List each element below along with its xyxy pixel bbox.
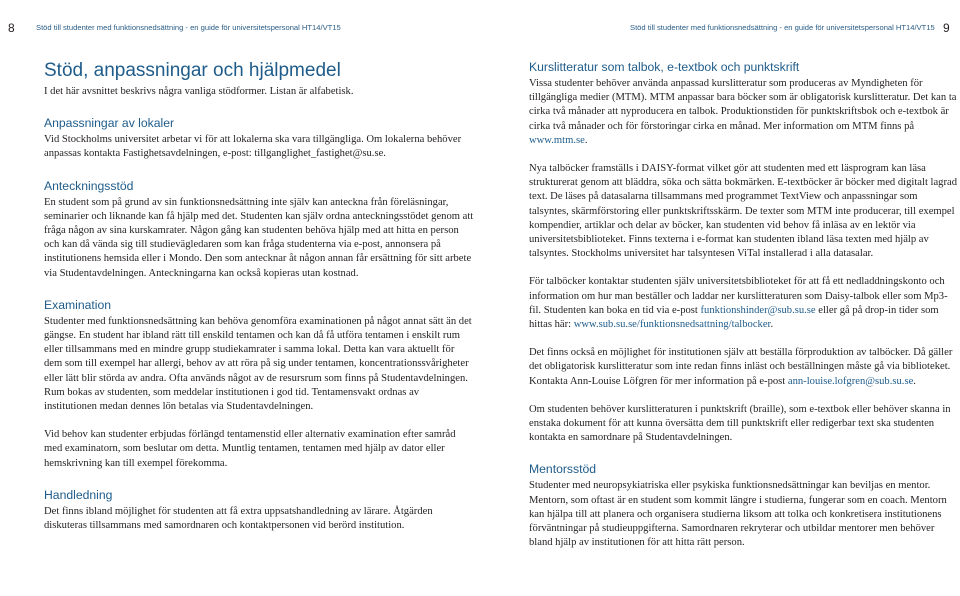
- page-number-right: 9: [943, 21, 950, 35]
- section-text-anteckningsstod: En student som på grund av sin funktionsnedsättning inte själv kan anteckna från föreläsningar, seminarier och liknande kan få hjälp med det. Studenten kan själv ordna anteckningsstödet genom att fråga någon av sina kurskamrater. Någon gång kan studenten behöva hjälp med att hitta en person och kan då vända sig till studievägledaren som kan fråga studenterna via e-post, annonsera på institutionens hemsida eller i Mondo. Den som antecknar åt någon annan får ersättning för sitt arbete via Studentavdelningen. Anteckningarna kan också kopieras utan kostnad.: [44, 196, 474, 279]
- running-head-right: Stöd till studenter med funktionsnedsättning - en guide för universitetspersonal HT14/VT15: [630, 23, 935, 32]
- section-heading-examination: Examination: [44, 297, 112, 312]
- talbocker-link[interactable]: www.sub.su.se/funktionsnedsattning/talbocker: [573, 319, 771, 331]
- page-title: Stöd, anpassningar och hjälpmedel: [44, 60, 341, 81]
- kurslitteratur-paragraph-3: För talböcker kontaktar studenten själv universitetsbiblioteket för att få ett nedladdningskonto och information om hur man beställer och laddar ner kurslitteraturen som Daisy-talbok eller som Mp3-fil. Studenten kan boka en tid via e-post funktionshinder@sub.su.se eller gå på drop-in tider som hittas här: www.sub.su.se/funktionsnedsattning/talbocker.: [529, 276, 948, 331]
- kurslitteratur-paragraph-5: Om studenten behöver kurslitteraturen i punktskrift (braille), som e-textbok eller behöver skanna in enstaka dokument för att kunna översätta dem till punktskrift eller redigerbar text ska studenten kontakta en samordnare på Studentavdelningen.: [529, 403, 951, 444]
- ann-louise-email-link[interactable]: ann-louise.lofgren@sub.su.se: [787, 375, 914, 387]
- kurslitteratur-paragraph-1: Vissa studenter behöver använda anpassad kurslitteratur som produceras av Myndigheten för tillgängliga medier (MTM). MTM anpassar bara böcker som är obligatorisk kurslitteratur. Det kan ta cirka två månader att nyproducera en talbok. Produktionstiden för punktskriftsbok och e-textbok är cirka två månader och för förstoringar cirka en månad. Mer information om MTM finns på www.mtm.se.: [529, 78, 957, 146]
- left-column: [44, 60, 474, 533]
- intro-paragraph: I det här avsnittet beskrivs några vanliga stödformer. Listan är alfabetisk.: [44, 86, 354, 97]
- right-column: [529, 60, 959, 550]
- section-text-lokaler: Vid Stockholms universitet arbetar vi för att lokalerna ska vara tillgängliga. Om lokalerna behöver anpassas kontakta Fastighetsavdelningen, e-post: tillganglighet_fastighet@su.se.: [44, 134, 462, 160]
- section-heading-mentorsstod: Mentorsstöd: [529, 462, 597, 477]
- section-text-examination-1: Studenter med funktionsnedsättning kan behöva genomföra examinationen på något annat sätt än det gängse. En student har ibland rätt till enskild tentamen och kan då få utföra tentamen i enskilt rum eller tillsammans med en mindre grupp studiekamrater i samma lokal. Detta kan vara aktuellt för dem som till exempel har allergi, behov av att röra på sig under tentamen, koncentrationssvårigheter eller lätt blir störda av andra. Ofta används något av de resursrum som finns på Studentavdelningen. Rum bokas av studenten, som meddelar institutionen i god tid. Tentamensvakt ordnas av institutionen medan dennes lön betalas via Studentavdelningen.: [44, 315, 472, 413]
- section-text-mentorsstod: Studenter med neuropsykiatriska eller psykiska funktionsnedsättningar kan beviljas en mentor. Mentorn, som oftast är en student som kommit längre i studierna, fungerar som en coach. Mentorn kan hjälpa till att planera och organisera studierna liksom att tolka och konkretisera institutionens förväntningar på studieuppgifterna. Samordnaren rekryterar och utbildar mentorer men behöver bland hjälp av institutionen för att hitta rätt person.: [529, 480, 947, 549]
- page-number-left: 8: [8, 21, 15, 35]
- mtm-link[interactable]: www.mtm.se: [529, 134, 585, 146]
- section-text-examination-2: Vid behov kan studenter erbjudas förlängd tentamenstid eller alternativ examination efter samråd med examinatorn, som beslutar om detta. Muntlig tentamen, tentamen med hjälp av dator eller hemskrivning kan till exempel förekomma.: [44, 429, 456, 469]
- kurslitteratur-paragraph-2: Nya talböcker framställs i DAISY-format vilket gör att studenten med ett läsprogram kan läsa strukturerat genom att bläddra, söka och sätta bokmärken. E-textböcker är böcker med digitalt lagrad text. De läses på datasalarna tillsammans med programmet TextView och anpassningar som talsyntes, skärmförstoring eller punktskriftsskärm. De texter som MTM inte producerar, till exempel kompendier, artiklar och delar av böcker, kan studenten vid behov få inläsa av en lektör via universitetsbiblioteket. Finns texterna i e-format kan studenten ibland läsa texten med hjälp av talsyntes. Stockholms universitet har talsyntesen ViTal installerad i alla datasalar.: [529, 163, 958, 260]
- section-heading-lokaler: Anpassningar av lokaler: [44, 116, 175, 131]
- section-text-handledning: Det finns ibland möjlighet för studenten att få extra uppsatshandledning av lärare. Åtgärden diskuteras tillsammans med samordnaren och kontaktpersonen vid berörd institution.: [44, 505, 433, 532]
- section-heading-kurslitteratur: Kurslitteratur som talbok, e-textbok och punktskrift: [529, 60, 800, 74]
- section-heading-handledning: Handledning: [44, 487, 113, 502]
- kurslitteratur-paragraph-4: Det finns också en möjlighet för institutionen själv att beställa förproduktion av talböcker. Då gäller det obligatorisk kurslitteratur som inte redan finns inläst och beställningen måste gå via biblioteket. Kontakta Ann-Louise Löfgren för mer information på e-post ann-louise.lofgren@sub.su.se.: [529, 347, 953, 387]
- section-heading-anteckningsstod: Anteckningsstöd: [44, 178, 134, 193]
- funktionshinder-email-link[interactable]: funktionshinder@sub.su.se: [700, 304, 816, 316]
- running-head-left: Stöd till studenter med funktionsnedsättning - en guide för universitetspersonal HT14/VT15: [36, 23, 341, 32]
